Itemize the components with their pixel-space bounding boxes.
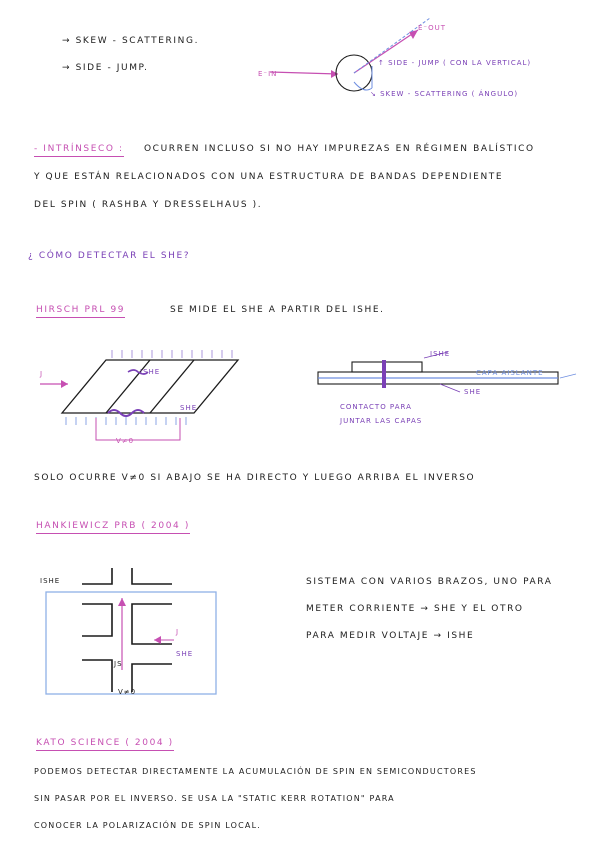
side-jump-annotation: ↑ SIDE - JUMP ( CON LA VERTICAL) — [378, 59, 532, 67]
measurement-box — [46, 592, 216, 694]
e-out-label: E⁻OUT — [418, 24, 447, 32]
voltage-lead — [96, 418, 180, 440]
hirsch-description: SE MIDE EL SHE A PARTIR DEL ISHE. — [170, 305, 385, 315]
kato-line-1: PODEMOS DETECTAR DIRECTAMENTE LA ACUMULACIÓN DE SPIN EN SEMICONDUCTORES — [34, 767, 477, 776]
incoming-electron-arrow — [270, 72, 338, 74]
kato-line-3: CONOCER LA POLARIZACIÓN DE SPIN LOCAL. — [34, 821, 261, 830]
hankiewicz-J-label: J — [176, 628, 180, 636]
skew-annotation: ↘ SKEW - SCATTERING ( ÁNGULO) — [370, 90, 519, 98]
contact-label-2: JUNTAR LAS CAPAS — [340, 417, 423, 425]
layer-ishe-label: ISHE — [430, 350, 451, 358]
hankiewicz-line-2: METER CORRIENTE → SHE Y EL OTRO — [306, 604, 524, 614]
hirsch-conclusion: SOLO OCURRE V≠0 SI ABAJO SE HA DIRECTO Y LUEGO ARRIBA EL INVERSO — [34, 473, 476, 483]
hankiewicz-ishe-label: ISHE — [40, 577, 61, 585]
side-jump-line: → SIDE - JUMP. — [62, 63, 149, 73]
hankiewicz-she-label: SHE — [176, 650, 194, 658]
hankiewicz-cross-diagram — [82, 568, 172, 692]
e-in-label: E⁻IN — [258, 70, 278, 78]
hankiewicz-line-3: PARA MEDIR VOLTAJE → ISHE — [306, 631, 475, 641]
layer-she-label: SHE — [464, 388, 482, 396]
hankiewicz-voltage-label: V≠0 — [118, 688, 137, 696]
hirsch-spin-arrows-top — [112, 350, 232, 358]
hirsch-she-label: SHE — [180, 404, 198, 412]
hirsch-spin-arrows-bottom — [66, 417, 186, 425]
hirsch-ishe-label: ISHE — [140, 368, 161, 376]
kato-line-2: SIN PASAR POR EL INVERSO. SE USA LA "STATIC KERR ROTATION" PARA — [34, 794, 395, 803]
intrinseco-line-1: OCURREN INCLUSO SI NO HAY IMPUREZAS EN RÉGIMEN BALÍSTICO — [144, 144, 535, 154]
intrinseco-line-2: Y QUE ESTÁN RELACIONADOS CON UNA ESTRUCTURA DE BANDAS DEPENDIENTE — [34, 172, 504, 182]
hankiewicz-line-1: SISTEMA CON VARIOS BRAZOS, UNO PARA — [306, 577, 553, 587]
scattering-diagram — [270, 18, 430, 91]
hirsch-J-label: J — [40, 370, 44, 378]
intrinseco-heading: - INTRÍNSECO : — [34, 144, 124, 157]
insulating-layer-label: CAPA AISLANTE — [476, 369, 544, 377]
hankiewicz-heading: HANKIEWICZ PRB ( 2004 ) — [36, 521, 190, 534]
contact-label-1: CONTACTO PARA — [340, 403, 412, 411]
detection-question: ¿ CÓMO DETECTAR EL SHE? — [28, 251, 191, 261]
skew-scattering-line: → SKEW - SCATTERING. — [62, 36, 200, 46]
kato-heading: KATO SCIENCE ( 2004 ) — [36, 738, 174, 751]
hirsch-voltage-label: V≠0 — [116, 437, 135, 445]
hirsch-heading: HIRSCH PRL 99 — [36, 305, 125, 318]
intrinseco-line-3: DEL SPIN ( RASHBA Y DRESSELHAUS ). — [34, 200, 263, 210]
hankiewicz-js-label: JS — [114, 660, 123, 668]
